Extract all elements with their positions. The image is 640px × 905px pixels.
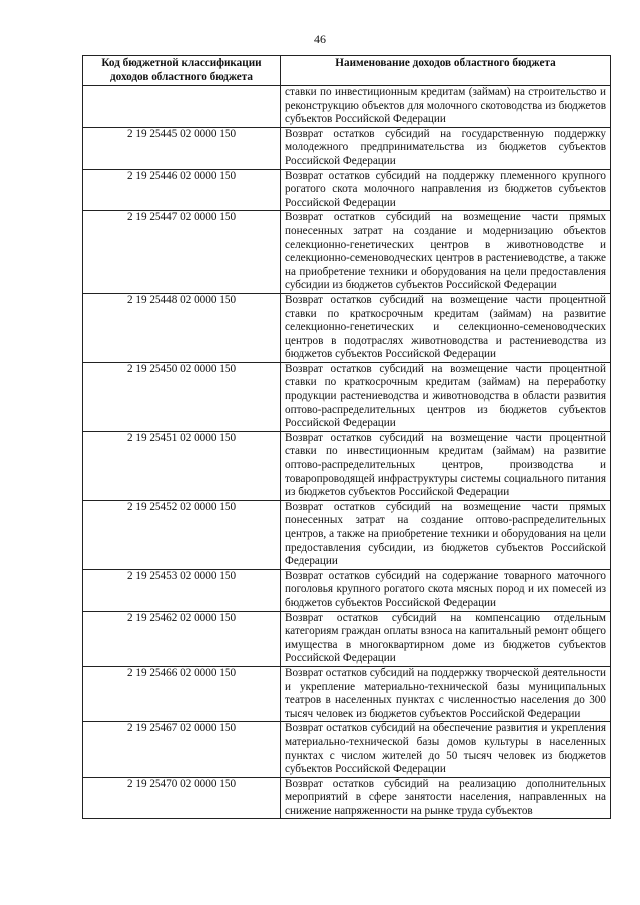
- budget-code-cell: [83, 86, 281, 128]
- budget-code-cell: 2 19 25466 02 0000 150: [83, 666, 281, 721]
- revenue-name-cell: Возврат остатков субсидий на поддержку творческой деятельности и укрепление материально-технической базы муниципальных театров в населенных пунктах с численностью населения до 300 тысяч человек из бюджетов субъектов Российской Федерации: [281, 666, 611, 721]
- revenue-name-cell: Возврат остатков субсидий на государственную поддержку молодежного предпринимательства из бюджетов субъектов Российской Федерации: [281, 127, 611, 169]
- table-row: [83, 500, 611, 569]
- revenue-name-cell: Возврат остатков субсидий на поддержку племенного крупного рогатого скота молочного направления из бюджетов субъектов Российской Федерации: [281, 169, 611, 211]
- table-row: [83, 362, 611, 431]
- revenue-name-cell: Возврат остатков субсидий на возмещение части прямых понесенных затрат на создание и модернизацию объектов селекционно-генетических центров в животноводстве и селекционно-семеноводческих центров в растениеводстве, а также на приобретение техники и оборудования на цели предоставления субсидии из бюджетов субъектов Российской Федерации: [281, 211, 611, 294]
- budget-code-cell: 2 19 25453 02 0000 150: [83, 569, 281, 611]
- budget-code-cell: 2 19 25447 02 0000 150: [83, 211, 281, 294]
- table-row: [83, 666, 611, 721]
- revenue-name-cell: Возврат остатков субсидий на возмещение части прямых понесенных затрат на создание оптово-распределительных центров, а также на приобретение техники и оборудования на цели предоставления субсидии, из бюджетов субъектов Российской Федерации: [281, 500, 611, 569]
- budget-code-cell: 2 19 25448 02 0000 150: [83, 293, 281, 362]
- table-row: [83, 293, 611, 362]
- table-row: [83, 569, 611, 611]
- table-row: [83, 169, 611, 211]
- budget-code-cell: 2 19 25451 02 0000 150: [83, 431, 281, 500]
- budget-code-cell: 2 19 25450 02 0000 150: [83, 362, 281, 431]
- revenue-name-cell: Возврат остатков субсидий на обеспечение развития и укрепления материально-технической базы домов культуры в населенных пунктах с числом жителей до 50 тысяч человек из бюджетов субъектов Российской Федерации: [281, 722, 611, 777]
- budget-code-cell: 2 19 25462 02 0000 150: [83, 611, 281, 666]
- table-row: [83, 86, 611, 128]
- budget-code-cell: 2 19 25470 02 0000 150: [83, 777, 281, 819]
- budget-code-cell: 2 19 25452 02 0000 150: [83, 500, 281, 569]
- revenue-name-cell: ставки по инвестиционным кредитам (займам) на строительство и реконструкцию объектов для молочного скотоводства из бюджетов субъектов Российской Федерации: [281, 86, 611, 128]
- budget-revenue-table: [82, 55, 611, 819]
- header-code: Код бюджетной классификации доходов областного бюджета: [83, 56, 281, 86]
- revenue-name-cell: Возврат остатков субсидий на реализацию дополнительных мероприятий в сфере занятости населения, направленных на снижение напряженности на рынке труда субъектов: [281, 777, 611, 819]
- revenue-name-cell: Возврат остатков субсидий на возмещение части процентной ставки по краткосрочным кредитам (займам) на переработку продукции растениеводства и животноводства в области развития оптово-распределительных центров из бюджетов субъектов Российской Федерации: [281, 362, 611, 431]
- table-row: [83, 127, 611, 169]
- header-name: Наименование доходов областного бюджета: [281, 56, 611, 86]
- revenue-name-cell: Возврат остатков субсидий на возмещение части процентной ставки по инвестиционным кредитам (займам) на развитие оптово-распределительных центров, производства и товаропроводящей инфраструктуры системы социального питания из бюджетов субъектов Российской Федерации: [281, 431, 611, 500]
- table-row: [83, 777, 611, 819]
- table-row: [83, 431, 611, 500]
- table-row: [83, 211, 611, 294]
- table-row: [83, 611, 611, 666]
- budget-code-cell: 2 19 25445 02 0000 150: [83, 127, 281, 169]
- revenue-name-cell: Возврат остатков субсидий на возмещение части процентной ставки по краткосрочным кредитам (займам) на развитие селекционно-генетических и селекционно-семеноводческих центров в подотраслях животноводства и растениеводства из бюджетов субъектов Российской Федерации: [281, 293, 611, 362]
- budget-code-cell: 2 19 25446 02 0000 150: [83, 169, 281, 211]
- table-row: [83, 722, 611, 777]
- revenue-name-cell: Возврат остатков субсидий на компенсацию отдельным категориям граждан оплаты взноса на капитальный ремонт общего имущества в многоквартирном доме из бюджетов субъектов Российской Федерации: [281, 611, 611, 666]
- budget-code-cell: 2 19 25467 02 0000 150: [83, 722, 281, 777]
- table-header-row: [83, 56, 611, 86]
- page-number: 46: [314, 32, 326, 46]
- revenue-name-cell: Возврат остатков субсидий на содержание товарного маточного поголовья крупного рогатого скота мясных пород и их помесей из бюджетов субъектов Российской Федерации: [281, 569, 611, 611]
